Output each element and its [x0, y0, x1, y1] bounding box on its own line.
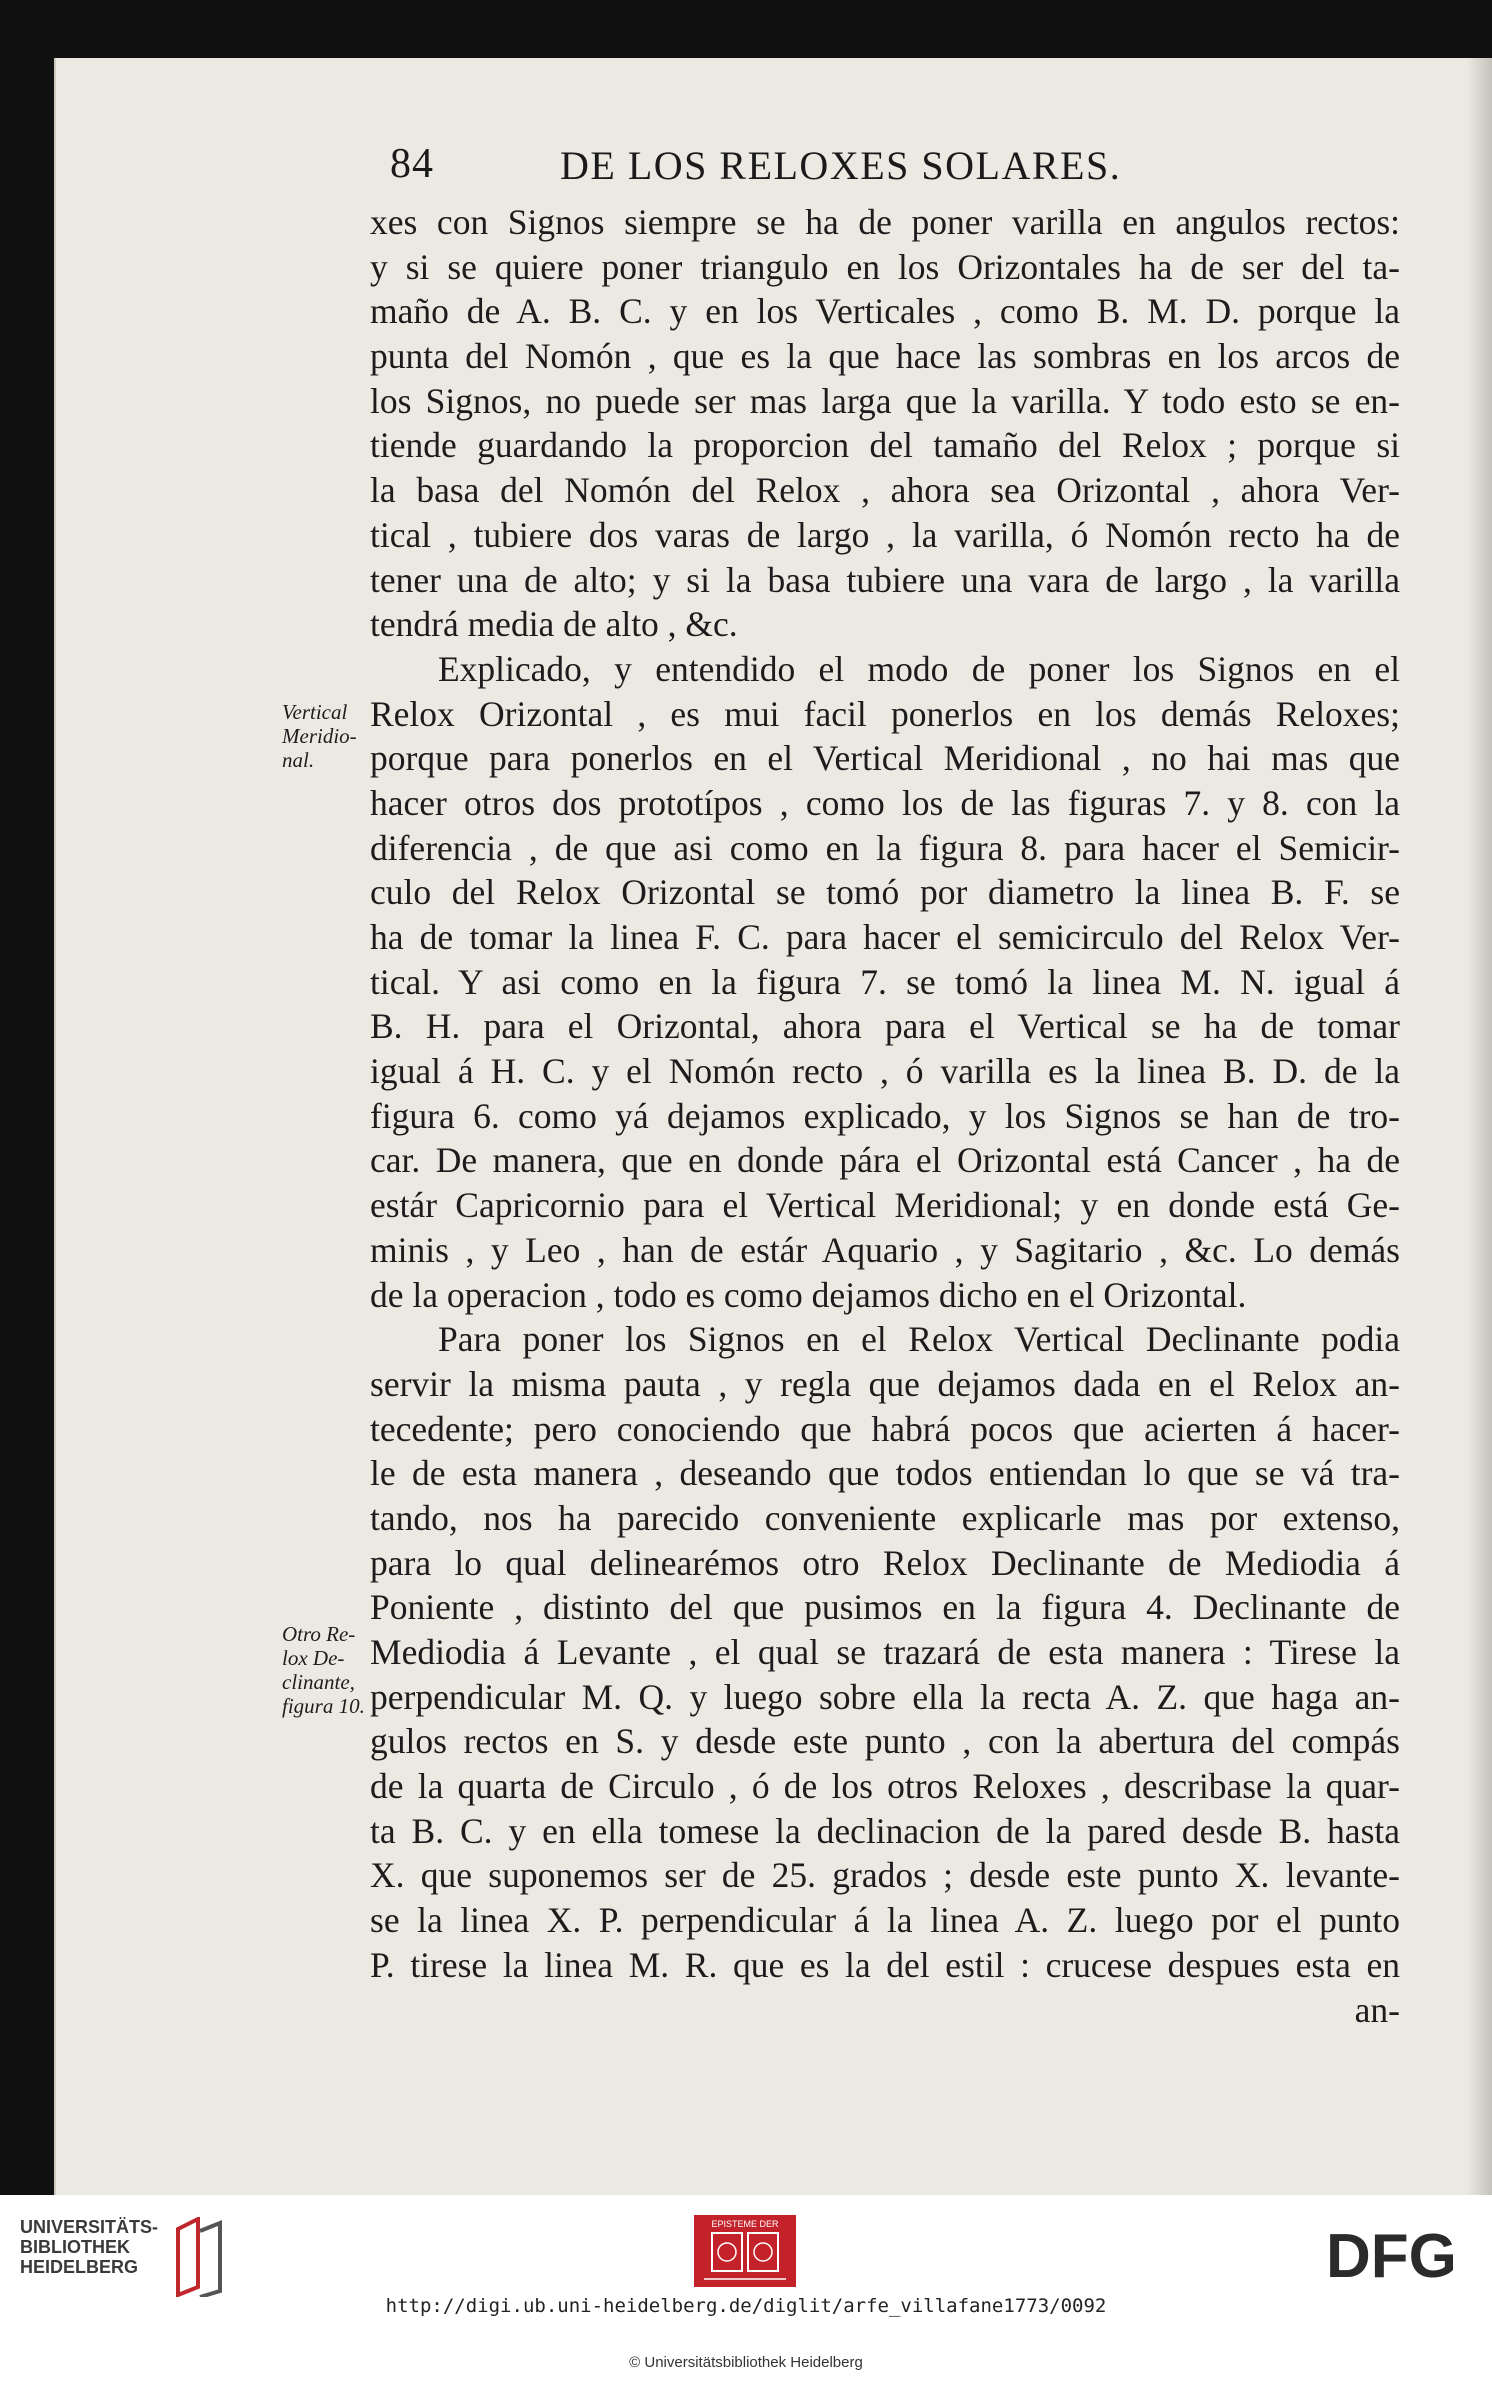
margin-note-vertical-meridional — [282, 700, 357, 772]
text-line: tecedente; pero conociendo que habrá pocos que acierten á hacer- — [370, 1408, 1400, 1449]
running-title: DE LOS RELOXES SOLARES. — [560, 143, 1122, 188]
margin-note-line: figura 10. — [282, 1694, 365, 1718]
university-library-logo[interactable] — [20, 2217, 210, 2297]
text-line: diferencia , de que asi como en la figura 8. para hacer el Semicir- — [370, 827, 1400, 868]
text-line: Mediodia á Levante , el qual se trazará de esta manera : Tirese la — [370, 1632, 1400, 1672]
text-line: porque para ponerlos en el Vertical Meridional , no hai mas que — [370, 738, 1400, 779]
library-name — [20, 2217, 158, 2277]
margin-note-line: Vertical — [282, 700, 348, 724]
text-line: gulos rectos en S. y desde este punto , con la abertura del compás — [370, 1721, 1400, 1762]
text-line: car. De manera, que en donde pára el Orizontal está Cancer , ha de — [370, 1140, 1400, 1181]
permalink-url[interactable]: http://digi.ub.uni-heidelberg.de/diglit/arfe_villafane1773/0092 — [385, 2295, 1107, 2317]
text-line: maño de A. B. C. y en los Verticales , como B. M. D. porque la — [370, 291, 1400, 332]
viewer-footer — [0, 2195, 1492, 2388]
text-line: tener una de alto; y si la basa tubiere una vara de largo , la varilla — [370, 559, 1400, 600]
library-name-line: BIBLIOTHEK — [20, 2237, 130, 2257]
text-line: minis , y Leo , han de estár Aquario , y Sagitario , &c. Lo demás — [370, 1229, 1400, 1270]
page-edge-shadow — [1466, 58, 1492, 2195]
text-line: xes con Signos siempre se ha de poner varilla en angulos rectos: — [370, 202, 1400, 242]
text-line: Para poner los Signos en el Relox Vertical Declinante podia — [438, 1319, 1400, 1360]
margin-note-otro-relox — [282, 1622, 365, 1718]
dfg-label: DFG — [1326, 2225, 1457, 2285]
body-text — [370, 200, 1400, 2032]
library-name-line: UNIVERSITÄTS- — [20, 2217, 159, 2237]
dfg-logo[interactable] — [1326, 2225, 1471, 2285]
text-line: perpendicular M. Q. y luego sobre ella la recta A. Z. que haga an- — [370, 1676, 1400, 1717]
episteme-logo[interactable] — [694, 2215, 796, 2287]
text-line: se la linea X. P. perpendicular á la linea A. Z. luego por el punto — [370, 1900, 1400, 1941]
text-line: P. tirese la linea M. R. que es la del estil : crucese despues esta en — [370, 1944, 1400, 1985]
text-line: tendrá media de alto , &c. — [370, 604, 738, 645]
copyright-notice: © Universitätsbibliothek Heidelberg — [629, 2354, 863, 2371]
text-line: tical. Y asi como en la figura 7. se tomó la linea M. N. igual á — [370, 961, 1400, 1002]
text-line: hacer otros dos prototípos , como los de las figuras 7. y 8. con la — [370, 782, 1400, 823]
text-line: de la operacion , todo es como dejamos dicho en el Orizontal. — [370, 1274, 1247, 1315]
text-line: Poniente , distinto del que pusimos en la figura 4. Declinante de — [370, 1587, 1400, 1628]
library-name-line: HEIDELBERG — [20, 2257, 139, 2277]
text-line: tiende guardando la proporcion del tamaño del Relox ; porque si — [370, 425, 1400, 466]
text-line: para lo qual delinearémos otro Relox Declinante de Mediodia á — [370, 1542, 1400, 1583]
text-line: figura 6. como yá dejamos explicado, y los Signos se han de tro- — [370, 1095, 1400, 1136]
text-line: tando, nos ha parecido conveniente explicarle mas por extenso, — [370, 1497, 1400, 1538]
margin-note-line: lox De- — [282, 1646, 345, 1670]
text-line: de la quarta de Circulo , ó de los otros Reloxes , describase la quar- — [370, 1766, 1400, 1807]
text-line: la basa del Nomón del Relox , ahora sea Orizontal , ahora Ver- — [370, 470, 1400, 511]
text-line: X. que suponemos ser de 25. grados ; desde este punto X. levante- — [370, 1855, 1400, 1896]
text-line: B. H. para el Orizontal, ahora para el Vertical se ha de tomar — [370, 1006, 1400, 1047]
text-line: igual á H. C. y el Nomón recto , ó varilla es la linea B. D. de la — [370, 1051, 1400, 1092]
text-line: le de esta manera , deseando que todos entiendan lo que se vá tra- — [370, 1453, 1400, 1494]
margin-note-line: Otro Re- — [282, 1622, 356, 1646]
text-line: Explicado, y entendido el modo de poner los Signos en el — [438, 648, 1400, 689]
text-line: y si se quiere poner triangulo en los Orizontales ha de ser del ta- — [370, 246, 1400, 287]
catchword: an- — [1354, 1989, 1400, 2030]
page-number: 84 — [390, 141, 434, 187]
episteme-emblem-icon — [694, 2215, 796, 2287]
text-line: ha de tomar la linea F. C. para hacer el semicirculo del Relox Ver- — [370, 917, 1400, 957]
margin-note-line: nal. — [282, 748, 315, 772]
text-line: tical , tubiere dos varas de largo , la varilla, ó Nomón recto ha de — [370, 514, 1400, 555]
text-line: punta del Nomón , que es la que hace las sombras en los arcos de — [370, 336, 1400, 377]
text-line: ta B. C. y en ella tomese la declinacion de la pared desde B. hasta — [370, 1810, 1400, 1851]
text-line: estár Capricornio para el Vertical Meridional; y en donde está Ge- — [370, 1185, 1400, 1226]
page-header — [390, 140, 1170, 192]
episteme-label: EPISTEME DER — [711, 2219, 779, 2229]
text-line: culo del Relox Orizontal se tomó por diametro la linea B. F. se — [370, 872, 1400, 913]
library-mark-icon — [170, 2217, 228, 2297]
margin-note-line: clinante, — [282, 1670, 355, 1694]
text-line: servir la misma pauta , y regla que dejamos dada en el Relox an- — [370, 1363, 1400, 1404]
text-line: los Signos, no puede ser mas larga que la varilla. Y todo esto se en- — [370, 380, 1400, 421]
margin-note-line: Meridio- — [282, 724, 357, 748]
text-line: Relox Orizontal , es mui facil ponerlos en los demás Reloxes; — [370, 693, 1400, 734]
